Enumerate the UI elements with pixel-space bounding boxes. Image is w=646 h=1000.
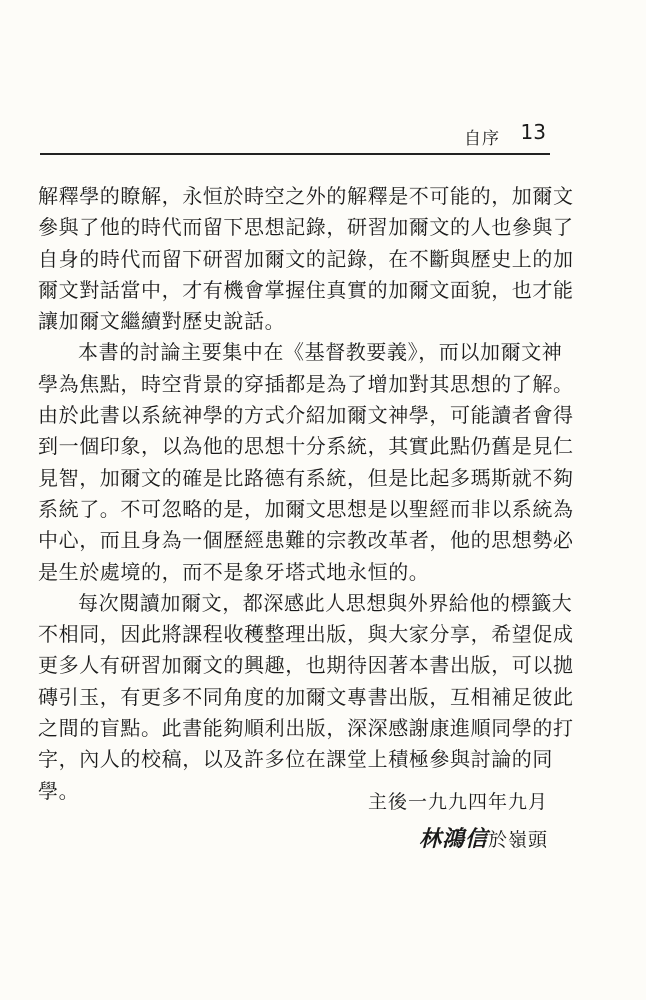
text-line: 是生於處境的，而不是象牙塔式地永恒的。: [38, 559, 430, 584]
text-line: 本書的討論主要集中在《基督教要義》，而以加爾文神: [78, 340, 563, 365]
text-line: 見智，加爾文的確是比路德有系統，但是比起多瑪斯就不夠: [38, 465, 574, 490]
page-header: [40, 120, 548, 154]
text-line: 系統了。不可忽略的是，加爾文思想是以聖經而非以系統為: [38, 496, 574, 521]
text-line: 自身的時代而留下研習加爾文的記錄，在不斷與歷史上的加: [38, 246, 574, 271]
page-number: 13: [520, 120, 546, 144]
text-line: 爾文對話當中，才有機會掌握住真實的加爾文面貌，也才能: [38, 277, 574, 302]
paragraph: [38, 181, 574, 337]
text-line: 到一個印象，以為他的思想十分系統，其實此點仍舊是見仁: [38, 434, 574, 459]
running-title: 自序: [464, 129, 500, 149]
text-line: 字，內人的校稿，以及許多位在課堂上積極參與討論的同: [38, 747, 553, 772]
text-line: 更多人有研習加爾文的興趣，也期待因著本書出版，可以拋: [38, 653, 574, 678]
body-text: [38, 181, 574, 807]
author-name: 林鴻信: [418, 826, 488, 852]
text-line: 之間的盲點。此書能夠順利出版，深深感謝康進順同學的打: [38, 716, 574, 741]
text-line: 參與了他的時代而留下思想記錄，研習加爾文的人也參與了: [38, 215, 574, 240]
text-line: 不相同，因此將課程收穫整理出版，與大家分享，希望促成: [38, 622, 574, 647]
text-line: 學為焦點，時空背景的穿插都是為了增加對其思想的了解。: [38, 371, 574, 396]
text-line: 中心，而且身為一個歷經患難的宗教改革者，他的思想勢必: [38, 528, 574, 553]
text-line: 每次閱讀加爾文，都深感此人思想與外界給他的標籤大: [78, 590, 573, 615]
signature-place: 於嶺頭: [487, 829, 548, 851]
paragraph: [38, 588, 574, 807]
text-line: 學。: [38, 778, 80, 803]
text-line: 解釋學的瞭解，永恒於時空之外的解釋是不可能的，加爾文: [38, 184, 574, 208]
signature-date: 主後一九九四年九月: [367, 791, 548, 813]
signature: [419, 822, 548, 853]
paragraph: [38, 337, 574, 587]
header-rule: [40, 153, 550, 155]
text-line: 讓加爾文繼續對歷史說話。: [38, 309, 286, 334]
text-line: 由於此書以系統神學的方式介紹加爾文神學，可能讀者會得: [38, 403, 574, 428]
text-line: 磚引玉，有更多不同角度的加爾文專書出版，互相補足彼此: [38, 684, 574, 709]
